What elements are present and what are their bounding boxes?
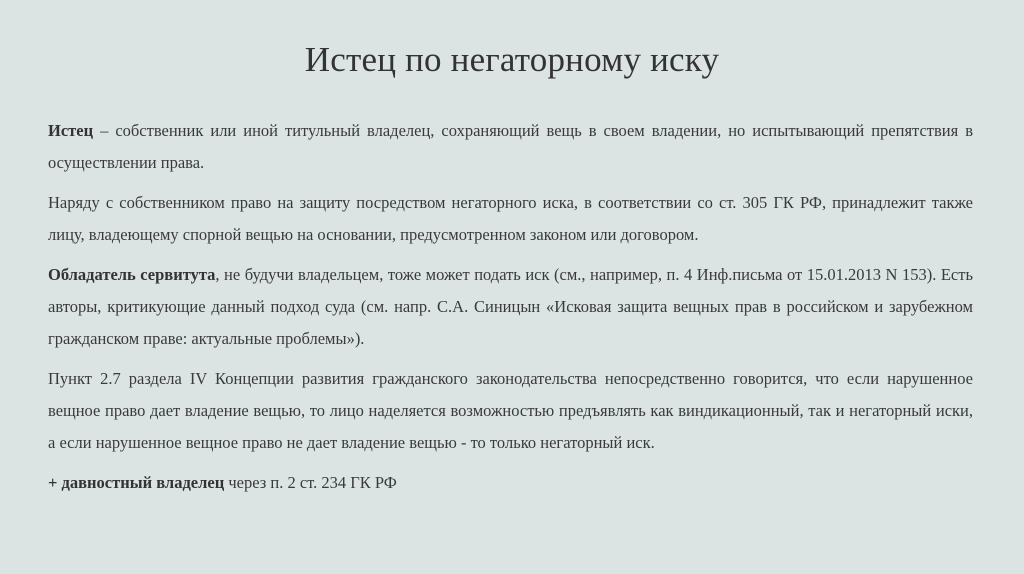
slide-body [48,115,973,507]
paragraph-concept-text: Пункт 2.7 раздела IV Концепции развития гражданского законодательства непосредственно говорится, что если нарушенное вещное право дает владение вещью, то лицо наделяется возможностью предъявлять как виндикационный, так и негаторный иски, а если нарушенное вещное право не дает владение вещью - то только негаторный иск. [48,369,973,452]
term-prescriptive-owner: + давностный владелец [48,473,225,492]
paragraph-servitude-holder-text: , не будучи владельцем, тоже может подать иск (см., например, п. 4 Инф.письма от 15.01.2013 N 153). Есть авторы, критикующие данный подход суда (см. напр. С.А. Синицын «Исковая защита вещных прав в российском и зарубежном гражданском праве: актуальные проблемы»). [48,265,973,348]
slide-title: Истец по негаторному иску [304,40,720,79]
paragraph-prescriptive-owner [48,467,973,499]
paragraph-plaintiff [48,115,973,179]
paragraph-prescriptive-owner-text: через п. 2 ст. 234 ГК РФ [224,473,397,492]
paragraph-plaintiff-text: – собственник или иной титульный владелец, сохраняющий вещь в своем владении, но испытывающий препятствия в осуществлении права. [48,121,973,172]
term-plaintiff: Истец [48,121,94,140]
paragraph-owner-right [48,187,973,251]
paragraph-concept [48,363,973,459]
paragraph-owner-right-text: Наряду с собственником право на защиту посредством негаторного иска, в соответствии со ст. 305 ГК РФ, принадлежит также лицу, владеющему спорной вещью на основании, предусмотренном законом или договором. [48,193,973,244]
paragraph-servitude-holder [48,259,973,355]
term-servitude-holder: Обладатель сервитута [48,265,216,284]
